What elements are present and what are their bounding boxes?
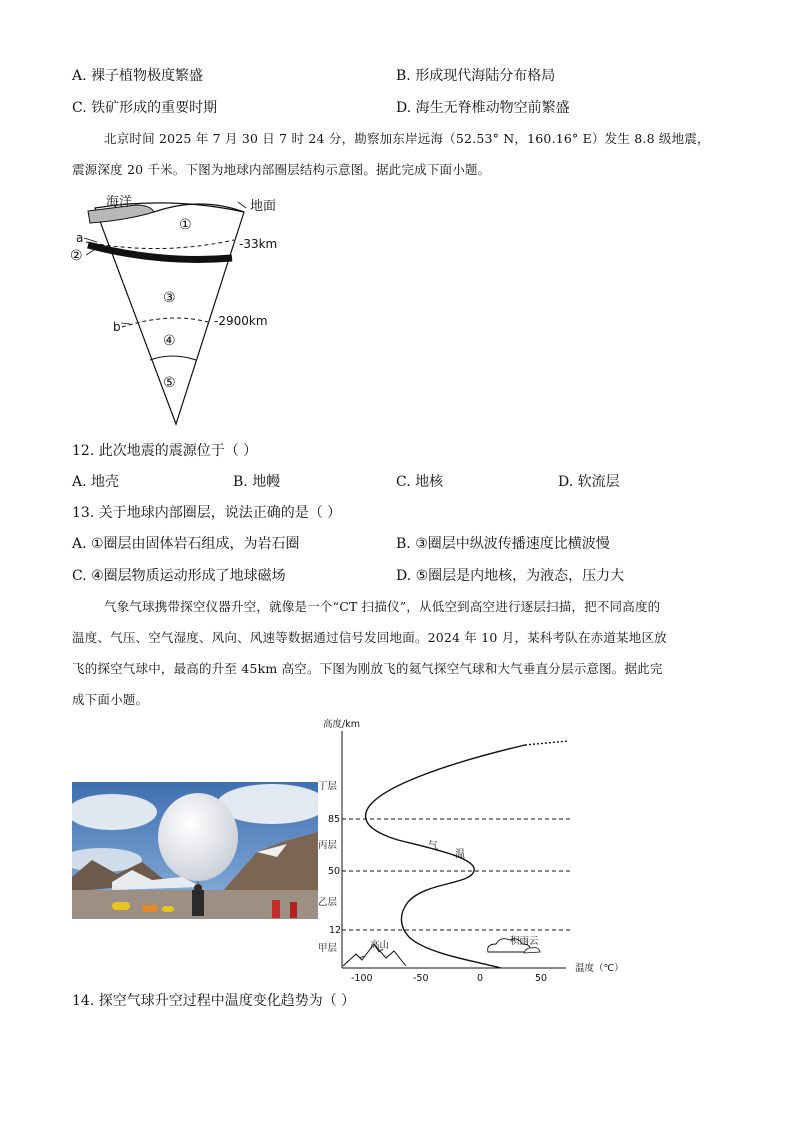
option-a: A. 裸子植物极度繁盛 (72, 68, 204, 84)
layer-yi-label: 乙层 (318, 897, 338, 908)
cloud-label: 积雨云 (510, 936, 539, 947)
q12-option-c: C. 地核 (396, 474, 444, 490)
x-tick-0: 0 (477, 973, 484, 984)
passage2-line2: 温度、气压、空气湿度、风向、风速等数据通过信号发回地面。2024 年 10 月，某科考队在赤道某地区放 (72, 630, 667, 645)
option-c: C. 铁矿形成的重要时期 (72, 100, 218, 116)
mountain-label: 高山 (370, 940, 390, 951)
layer-jia-label: 甲层 (318, 943, 338, 954)
y-tick-85: 85 (328, 814, 341, 825)
label-a: a (76, 231, 84, 245)
surface-label: 地面 (250, 199, 277, 214)
option-d: D. 海生无脊椎动物空前繁盛 (396, 100, 570, 116)
q13-option-b: B. ③圈层中纵波传播速度比横波慢 (396, 536, 610, 552)
q12-option-a: A. 地壳 (72, 474, 120, 490)
layer-5-label: ⑤ (163, 375, 176, 391)
q13-option-d: D. ⑤圈层是内地核，为液态，压力大 (396, 568, 625, 584)
layer-3-label: ③ (163, 290, 176, 306)
x-tick-neg50: -50 (413, 973, 429, 984)
ocean-label: 海洋 (106, 195, 133, 210)
x-tick-50: 50 (535, 973, 548, 984)
passage2-line3: 飞的探空气球中，最高的升至 45km 高空。下图为刚放飞的氦气探空气球和大气垂直分层示意图。据此完 (72, 661, 663, 676)
x-axis-title: 温度（℃） (575, 963, 624, 974)
q14-stem: 14. 探空气球升空过程中温度变化趋势为（ ） (72, 993, 356, 1009)
q13-stem: 13. 关于地球内部圈层，说法正确的是（ ） (72, 505, 342, 521)
q12-stem: 12. 此次地震的震源位于（ ） (72, 443, 258, 459)
q13-option-a: A. ①圈层由固体岩石组成，为岩石圈 (72, 536, 300, 552)
layer-1-label: ① (179, 217, 192, 233)
q12-option-b: B. 地幔 (233, 474, 281, 490)
x-tick-neg100: -100 (351, 973, 373, 984)
curve-label-qi: 气 (428, 841, 438, 852)
q12-option-d: D. 软流层 (558, 474, 620, 490)
q13-option-c: C. ④圈层物质运动形成了地球磁场 (72, 568, 286, 584)
layer-2-label: ② (70, 248, 83, 264)
layer-ding-label: 丁层 (318, 781, 338, 792)
passage2-line4: 成下面小题。 (72, 692, 149, 707)
passage2-line1: 气象气球携带探空仪器升空，就像是一个“CT 扫描仪”，从低空到高空进行逐层扫描，把不同高度的 (104, 599, 661, 614)
passage1-line2: 震源深度 20 千米。下图为地球内部圈层结构示意图。据此完成下面小题。 (72, 162, 491, 177)
depth-33-label: -33km (239, 237, 278, 251)
layer-bing-label: 丙层 (318, 840, 338, 851)
depth-2900-label: -2900km (214, 314, 268, 328)
y-tick-50: 50 (328, 866, 341, 877)
option-b: B. 形成现代海陆分布格局 (396, 68, 556, 84)
y-tick-12: 12 (329, 925, 342, 936)
label-b: b (113, 320, 121, 334)
passage1-line1: 北京时间 2025 年 7 月 30 日 7 时 24 分，勘察加东岸远海（52.53° N，160.16° E）发生 8.8 级地震， (104, 131, 710, 146)
layer-4-label: ④ (163, 333, 176, 349)
curve-label-wen: 温 (455, 849, 465, 860)
y-axis-title: 高度/km (323, 719, 360, 730)
